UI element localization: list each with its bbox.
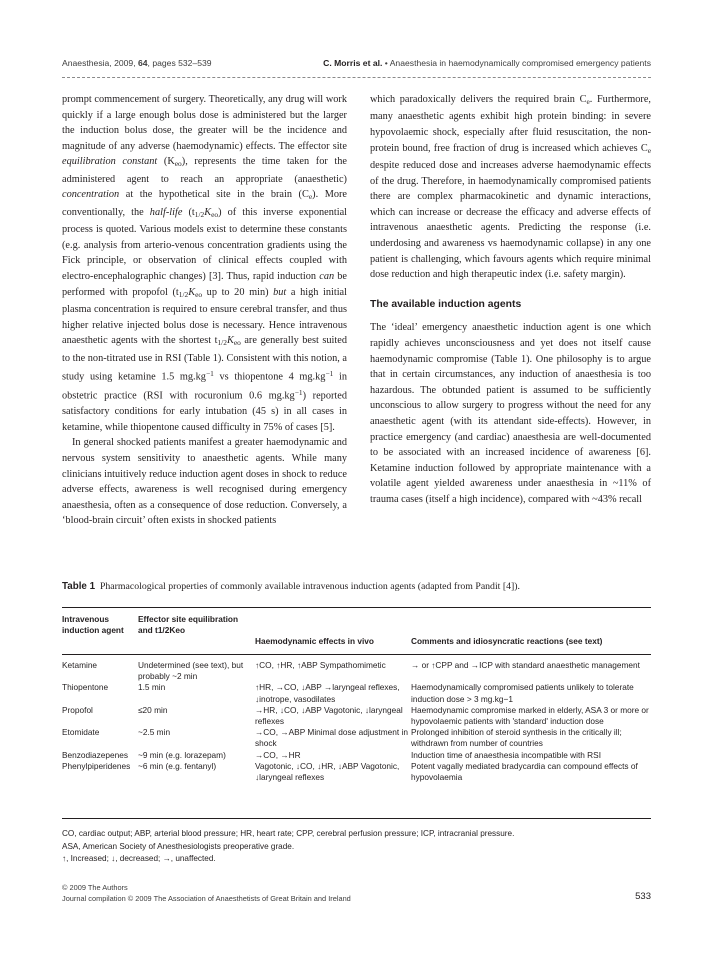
table-row: Thiopentone 1.5 min ↑HR, →CO, ↓ABP →laryngeal reflexes, ↓inotrope, vasodilates Haemodynamically compromised patients unlikely to tolerate induction dose > 3 mg.kg−1 xyxy=(62,682,634,704)
right-column xyxy=(370,92,651,508)
paragraph: prompt commencement of surgery. Theoretically, any drug will work quickly if a large enough bolus dose is administered but the larger the induction bolus dose, the greater will be the incidence and magnitude of any adverse (haemodynamic) effects. The effector site equilibration constant $(K_{eo})$, represents the time taken for the administered agent to reach an appropriate (anaesthetic) concentration at the hypothetical site in the brain $(C_e)$. More conventionally, the half-life $(t_{1/2}K_{eo})$ of this inverse exponential process is quoted. Various models exist to determine these constants (e.g. analysis from arterio-venous concentration gradients using the Fick principle, or observation of clinical effects coupled with electro-encephalographic changes) [3]. Thus, rapid induction can be performed with propofol ($t_{1/2}K_{eo}$ up to 20 min) but a high initial plasma concentration is required to ensure cerebral transfer, and thus higher relative injected bolus dose is necessary. Hence intravenous anaesthetic agents with the shortest $t_{1/2}K_{eo}$ are generally best suited to the non-titrated use in RSI (Table 1). Consistent with this notion, a study using ketamine 1.5 $mg.kg^{-1}$ vs thiopentone 4 $mg.kg^{-1}$ in obstetric practice (RSI with rocuronium 0.6 $mg.kg^{-1}$) reported satisfactory conditions for early intubation (45 s) in all cases in ketamine, while thiopentone caused difficulty in 75% of cases [5]. xyxy=(62,94,348,433)
table-top-rule xyxy=(62,607,651,608)
column-header: Effector site equilibration and t1/2Keo xyxy=(138,614,239,636)
running-title: C. Morris et al. • Anaesthesia in haemodynamically compromised emergency patients xyxy=(323,58,651,68)
table-header xyxy=(62,614,651,647)
table-body xyxy=(62,660,651,783)
table-notes xyxy=(62,828,651,866)
column-header: Haemodynamic effects in vivo xyxy=(255,636,374,646)
paragraph: In general shocked patients manifest a greater haemodynamic and nervous system sensitivity to anaesthetic agents. While many clinicians intuitively reduce induction agent doses in shock to reduce adverse effects, awareness is well recognised during emergency anaesthesia, often as a consequence of dose reduction. Conversely, a ‘blood-brain circuit’ often exists in shocked patients xyxy=(62,437,347,527)
table-row: Phenylpiperidenes ~6 min (e.g. fentanyl) Vagotonic, ↓CO, ↓HR, ↓ABP Vagotonic, ↓laryngeal reflexes Potent vagally mediated bradycardia can compound effects of hypovolaemia xyxy=(62,760,638,783)
table-row: Benzodiazepenes ~9 min (e.g. lorazepam) →CO, →HR Induction time of anaesthesia incompatible with RSI xyxy=(62,749,602,760)
table-caption: Table 1 Pharmacological properties of commonly available intravenous induction agents (adapted from Pandit [4]). xyxy=(62,581,520,592)
left-column xyxy=(62,92,347,529)
table-row: Etomidate ~2.5 min →CO, →ABP Minimal dose adjustment in shock Prolonged inhibition of steroid synthesis in the critically ill; withdrawn from number of countries xyxy=(62,727,622,749)
table-note: CO, cardiac output; ABP, arterial blood pressure; HR, heart rate; CPP, cerebral perfusion pressure; ICP, intracranial pressure. xyxy=(62,829,515,838)
page-footer xyxy=(62,882,651,904)
table-note: ASA, American Society of Anesthesiologists preoperative grade. xyxy=(62,841,295,851)
table-header-rule xyxy=(62,654,651,655)
journal-citation: Anaesthesia, 2009, 64, pages 532–539 xyxy=(62,58,212,68)
table-note: ↑, Increased; ↓, decreased; →, unaffected. xyxy=(62,854,216,864)
column-header: Comments and idiosyncratic reactions (see text) xyxy=(411,636,603,646)
table-row: Propofol ≤20 min →HR, ↓CO, ↓ABP Vagotonic, ↓laryngeal reflexes Haemodynamic compromise marked in elderly, ASA 3 or more or hypovolaemic patients with 'standard' induction dose xyxy=(62,704,649,727)
header-rule xyxy=(62,77,651,78)
table-bottom-rule xyxy=(62,818,651,819)
paragraph: The ‘ideal’ emergency anaesthetic induction agent is one which rapidly achieves unconsciousness and yet does not itself cause haemodynamic compromise (Table 1). One philosophy is to argue that in certain circumstances, any induction of anaesthesia is too hazardous. The obtunded patient is assumed to be sufficiently unconscious to allow surgery to progress without the need for any anaesthetic agent (with its attendant side-effects). However, in practice emergency (and cardiac) anaesthesia are well-documented to be associated with an increased incidence of awareness [6]. Ketamine induction followed by appropriate maintenance with a volatile agent yielded awareness under anaesthesia in ~11% of trauma cases (itself a high incidence), compared with ~43% recall xyxy=(370,322,651,505)
section-heading: The available induction agents xyxy=(370,298,522,310)
table-row: Ketamine Undetermined (see text), but probably ~2 min ↑CO, ↑HR, ↑ABP Sympathomimetic → or ↑CPP and →ICP with standard anaesthetic management xyxy=(62,660,640,682)
journal-compilation: Journal compilation © 2009 The Association of Anaesthetists of Great Britain and Ireland xyxy=(62,894,351,903)
copyright: © 2009 The Authors xyxy=(62,883,128,892)
paragraph: which paradoxically delivers the required brain $C_e$. Furthermore, many anaesthetic agents exhibit high protein binding: in severe hypovolaemic shock, especially after fluid resuscitation, the non-protein bound, free fraction of drug is increased which achieves $C_e$ despite reduced dose and increases adverse haemodynamic effects of the drug. Therefore, in haemodynamically compromised patients there are complex pharmacokinetic and dynamic interactions, which can increase or decrease the efficacy and adverse effects of intravenous anaesthetic agents. Predicting the response (i.e. underdosing and awareness vs haemodynamic collapse) in any one patient is challenging, which favours agents which require minimal dose reduction and high therapeutic index (i.e. safety margin). xyxy=(370,94,651,281)
page-number: 533 xyxy=(635,891,651,902)
column-header: Intravenous induction agent xyxy=(62,614,124,636)
